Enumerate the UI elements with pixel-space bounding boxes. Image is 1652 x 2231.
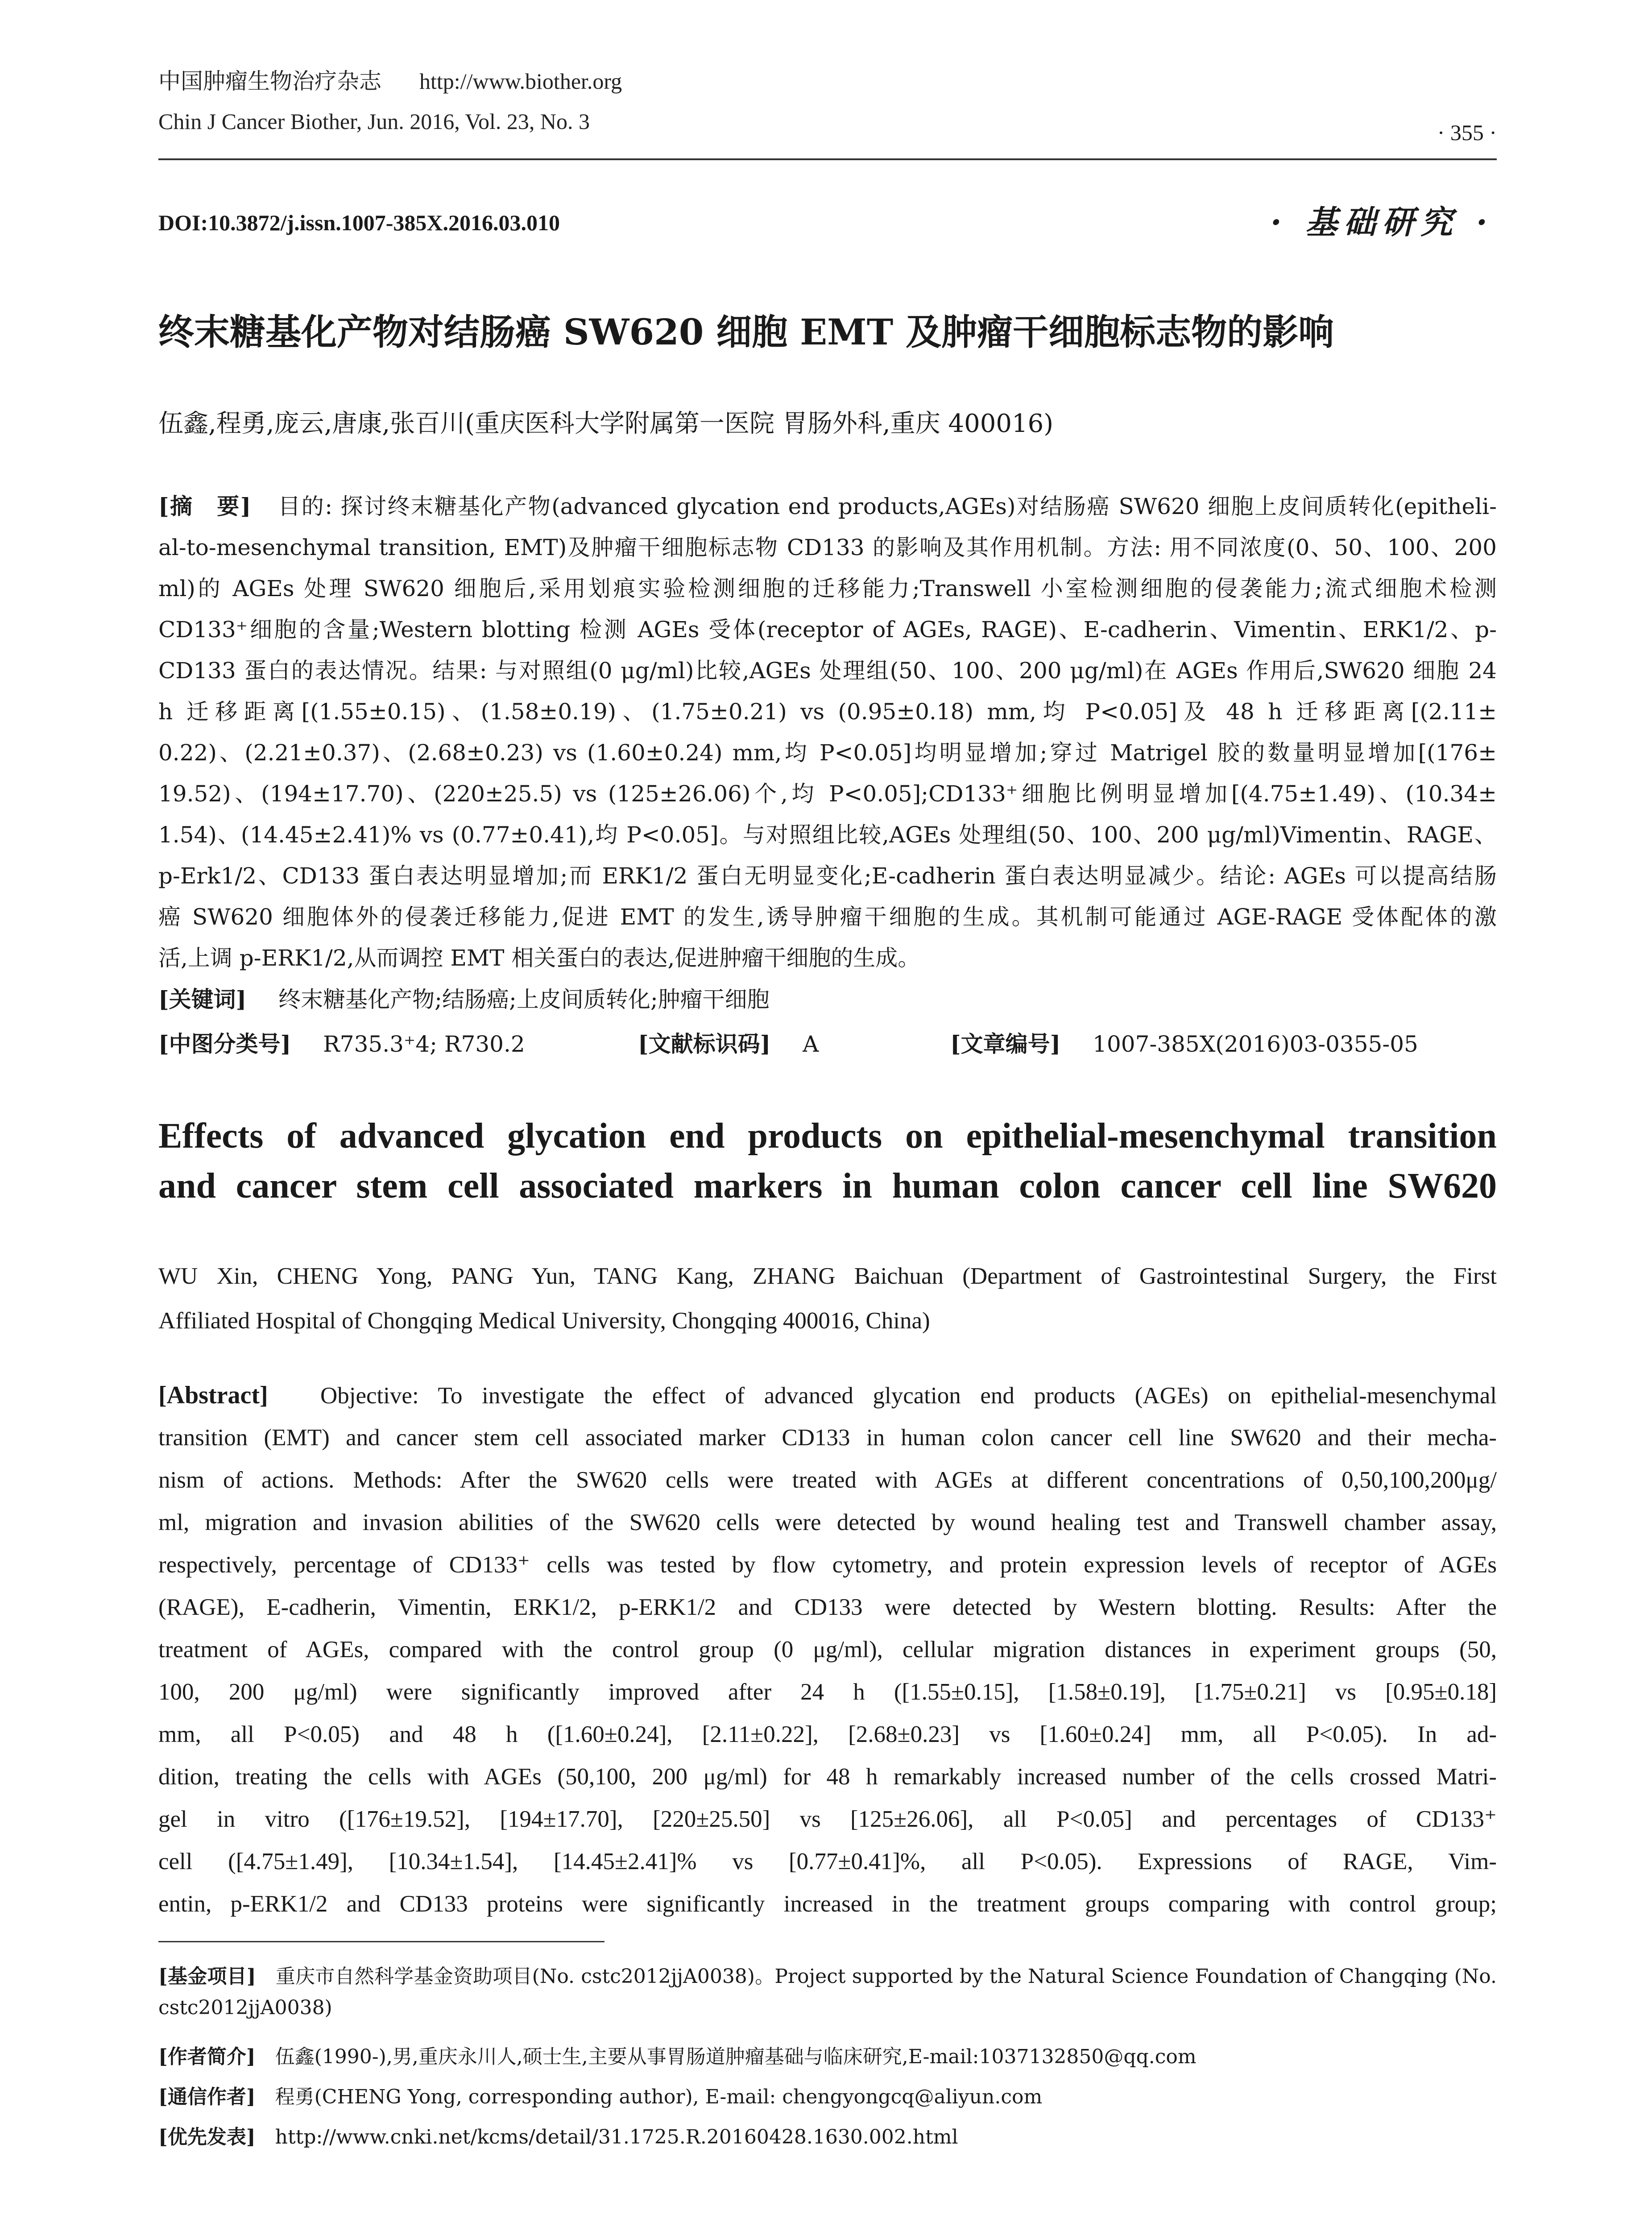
fund-line: cstc2012jjA0038) xyxy=(158,1996,332,2019)
abstract-cn-line: h 迁移距离[(1.55±0.15)、(1.58±0.19)、(1.75±0.21) vs (0.95±0.18) mm,均 P<0.05]及 48 h 迁移距离[(2.11± xyxy=(158,699,1497,725)
abstract-en-line: mm, all P<0.05) and 48 h ([1.60±0.24], [2.11±0.22], [2.68±0.23] vs [1.60±0.24] mm, all P<0.05). In ad- xyxy=(158,1721,1497,1747)
authors-en-line: WU Xin, CHENG Yong, PANG Yun, TANG Kang, ZHANG Baichuan (Department of Gastrointestinal Surgery, the First xyxy=(158,1263,1497,1289)
fund-line xyxy=(158,1961,1497,1992)
abstract-cn-line: CD133 蛋白的表达情况。结果: 与对照组(0 μg/ml)比较,AGEs 处理组(50、100、200 μg/ml)在 AGEs 作用后,SW620 细胞 24 xyxy=(158,658,1497,684)
abstract-en-line: gel in vitro ([176±19.52], [194±17.70], [220±25.50] vs [125±26.06], all P<0.05] and percentages of CD133⁺ xyxy=(158,1806,1497,1832)
doc-label: [文献标识码] xyxy=(638,1031,771,1057)
abstract-en-line: nism of actions. Methods: After the SW620 cells were treated with AGEs at different concentrations of 0,50,100,200μg/ xyxy=(158,1467,1497,1493)
fund-text: 重庆市自然科学基金资助项目(No. cstc2012jjA0038)。Project supported by the Natural Science Foundation of Changqing (No. xyxy=(275,1965,1497,1988)
abstract-cn-label: [摘 要] xyxy=(158,493,251,519)
abstract-en-line: 100, 200 μg/ml) were significantly improved after 24 h ([1.55±0.15], [1.58±0.19], [1.75±0.21] vs [0.95±0.18] xyxy=(158,1679,1497,1705)
header-rule xyxy=(158,158,1497,160)
article-number xyxy=(950,1026,1499,1062)
abstract-en-line: transition (EMT) and cancer stem cell associated marker CD133 in human colon cancer cell line SW620 and their mecha- xyxy=(158,1425,1497,1451)
author-note-text: 伍鑫(1990-),男,重庆永川人,硕士生,主要从事胃肠道肿瘤基础与临床研究,E-mail:1037132850@qq.com xyxy=(275,2045,1197,2068)
abstract-cn-line xyxy=(158,486,1497,527)
abstract-cn-line: 活,上调 p-ERK1/2,从而调控 EMT 相关蛋白的表达,促进肿瘤干细胞的生成。 xyxy=(158,945,920,971)
journal-url[interactable]: http://www.biother.org xyxy=(419,69,622,94)
abstract-en-text: Objective: To investigate the effect of advanced glycation end products (AGEs) on epithelial-mesenchymal xyxy=(320,1383,1497,1409)
article-label: [文章编号] xyxy=(950,1031,1061,1057)
abstract-en xyxy=(158,1374,1497,1925)
abstract-en-line: respectively, percentage of CD133⁺ cells was tested by flow cytometry, and protein expression levels of receptor of AGEs xyxy=(158,1552,1497,1578)
keywords-cn xyxy=(158,982,1497,1017)
abstract-cn-line: 癌 SW620 细胞体外的侵袭迁移能力,促进 EMT 的发生,诱导肿瘤干细胞的生成。其机制可能通过 AGE-RAGE 受体配体的激 xyxy=(158,904,1497,930)
keywords-label: [关键词] xyxy=(158,986,247,1012)
abstract-cn-line: p-Erk1/2、CD133 蛋白表达明显增加;而 ERK1/2 蛋白无明显变化;E-cadherin 蛋白表达明显减少。结论: AGEs 可以提高结肠 xyxy=(158,863,1497,889)
authors-cn: 伍鑫,程勇,庞云,唐康,张百川(重庆医科大学附属第一医院 胃肠外科,重庆 400016) xyxy=(158,409,1054,438)
clc-value: R735.3⁺4; R730.2 xyxy=(323,1031,525,1057)
author-note-label: [作者简介] xyxy=(158,2045,256,2068)
title-en-line: and cancer stem cell associated markers in human colon cancer cell line SW620 xyxy=(158,1166,1497,1206)
abstract-cn-line: 0.22)、(2.21±0.37)、(2.68±0.23) vs (1.60±0.24) mm,均 P<0.05]均明显增加;穿过 Matrigel 胶的数量明显增加[(176± xyxy=(158,740,1497,766)
running-header-line2 xyxy=(158,107,1497,136)
abstract-en-line: (RAGE), E-cadherin, Vimentin, ERK1/2, p-ERK1/2 and CD133 were detected by Western blotting. Results: After the xyxy=(158,1594,1497,1620)
abstract-en-line xyxy=(158,1374,1497,1417)
abstract-en-line: entin, p-ERK1/2 and CD133 proteins were significantly increased in the treatment groups comparing with control group; xyxy=(158,1891,1497,1917)
doi[interactable]: DOI:10.3872/j.issn.1007-385X.2016.03.010 xyxy=(158,210,560,235)
abstract-cn-line: 19.52)、(194±17.70)、(220±25.5) vs (125±26.06)个,均 P<0.05];CD133⁺细胞比例明显增加[(4.75±1.49)、(10.34± xyxy=(158,781,1497,807)
authors-en xyxy=(158,1254,1497,1343)
priority-label: [优先发表] xyxy=(158,2126,256,2148)
abstract-cn-line: CD133⁺细胞的含量;Western blotting 检测 AGEs 受体(receptor of AGEs, RAGE)、E-cadherin、Vimentin、ERK1/2、p- xyxy=(158,617,1497,643)
title-en-line: Effects of advanced glycation end products on epithelial-mesenchymal transition xyxy=(158,1116,1497,1156)
footnote-author xyxy=(158,2041,1497,2073)
abstract-en-line: cell ([4.75±1.49], [10.34±1.54], [14.45±2.41]% vs [0.77±0.41]%, all P<0.05). Expressions of RAGE, Vim- xyxy=(158,1849,1497,1874)
corresponding-text: 程勇(CHENG Yong, corresponding author), E-mail: chengyongcq@aliyun.com xyxy=(275,2086,1043,2108)
running-header-line1 xyxy=(158,67,1497,95)
abstract-cn-text: 目的: 探讨终末糖基化产物(advanced glycation end products,AGEs)对结肠癌 SW620 细胞上皮间质转化(epitheli- xyxy=(278,493,1497,519)
clc-label: [中图分类号] xyxy=(158,1031,291,1057)
journal-name-cn: 中国肿瘤生物治疗杂志 xyxy=(158,69,381,94)
priority-link[interactable]: http://www.cnki.net/kcms/detail/31.1725.R.20160428.1630.002.html xyxy=(275,2126,958,2148)
footnote-fund xyxy=(158,1961,1497,2024)
title-cn: 终末糖基化产物对结肠癌 SW620 细胞 EMT 及肿瘤干细胞标志物的影响 xyxy=(158,311,1334,353)
abstract-en-line: treatment of AGEs, compared with the control group (0 μg/ml), cellular migration distances in experiment groups (50, xyxy=(158,1637,1497,1663)
fund-label: [基金项目] xyxy=(158,1965,256,1988)
abstract-cn-line: al-to-mesenchymal transition, EMT)及肿瘤干细胞标志物 CD133 的影响及其作用机制。方法: 用不同浓度(0、50、100、200 xyxy=(158,535,1497,560)
abstract-cn-line: 1.54)、(14.45±2.41)% vs (0.77±0.41),均 P<0.05]。与对照组比较,AGEs 处理组(50、100、200 μg/ml)Vimentin、RAGE、 xyxy=(158,822,1497,848)
journal-name-en: Chin J Cancer Biother, Jun. 2016, Vol. 23, No. 3 xyxy=(158,109,590,134)
article-value: 1007-385X(2016)03-0355-05 xyxy=(1093,1031,1418,1057)
title-en xyxy=(158,1111,1497,1211)
keywords-text: 终末糖基化产物;结肠癌;上皮间质转化;肿瘤干细胞 xyxy=(278,987,770,1012)
doc-code xyxy=(638,1026,950,1062)
abstract-en-line: ml, migration and invasion abilities of the SW620 cells were detected by wound healing test and Transwell chamber assay, xyxy=(158,1509,1497,1535)
section-label: · 基础研究 · xyxy=(1270,203,1494,241)
footnote-rule xyxy=(158,1941,604,1942)
page-number: · 355 · xyxy=(1437,120,1497,145)
footnote-corresponding xyxy=(158,2082,1497,2113)
corresponding-label: [通信作者] xyxy=(158,2086,256,2108)
abstract-cn xyxy=(158,486,1497,979)
doc-value: A xyxy=(803,1031,819,1057)
abstract-en-label: [Abstract] xyxy=(158,1381,268,1409)
footnote-priority xyxy=(158,2122,1497,2153)
abstract-cn-line: ml)的 AGEs 处理 SW620 细胞后,采用划痕实验检测细胞的迁移能力;Transwell 小室检测细胞的侵袭能力;流式细胞术检测 xyxy=(158,576,1497,601)
abstract-en-line: dition, treating the cells with AGEs (50,100, 200 μg/ml) for 48 h remarkably increased number of the cells crossed Matri- xyxy=(158,1764,1497,1790)
authors-en-line: Affiliated Hospital of Chongqing Medical University, Chongqing 400016, China) xyxy=(158,1308,930,1334)
